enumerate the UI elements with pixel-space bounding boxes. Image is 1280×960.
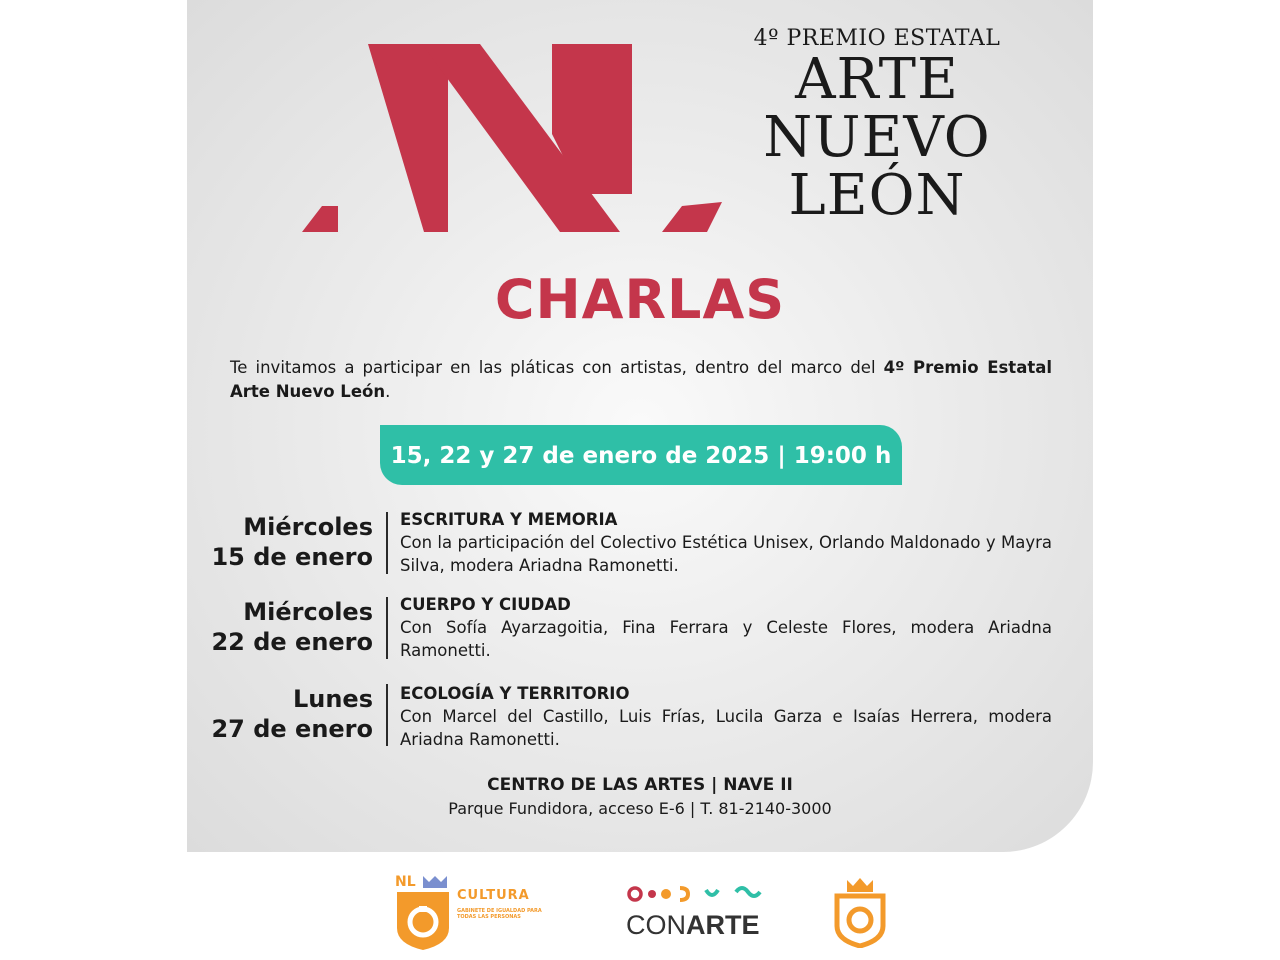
headline-line-1: ARTE: [795, 47, 959, 112]
nl-cultura-logo: [393, 872, 563, 952]
conarte-con: CON: [626, 910, 686, 940]
logo-left-stroke: [368, 44, 448, 232]
event-day: [207, 597, 373, 657]
event-day: [207, 512, 373, 572]
intro-text: Te invitamos a participar en las pláticas con artistas, dentro del marco del: [230, 358, 884, 377]
event-title: ESCRITURA Y MEMORIA: [400, 510, 618, 529]
premio-headline: [707, 26, 1047, 228]
conarte-logo: [626, 880, 766, 944]
event-divider: [386, 597, 388, 659]
intro-paragraph: [230, 356, 1052, 404]
venue-info: [187, 773, 1093, 821]
event-day: [207, 684, 373, 744]
conarte-wordmark: [626, 910, 760, 941]
venue-name: CENTRO DE LAS ARTES | NAVE II: [487, 775, 793, 795]
date-banner: 15, 22 y 27 de enero de 2025 | 19:00 h: [380, 425, 902, 485]
event-content: [400, 593, 1052, 662]
event-description: Con Sofía Ayarzagoitia, Fina Ferrara y Celeste Flores, modera Ariadna Ramonetti.: [400, 618, 1052, 660]
poster: [187, 0, 1093, 852]
event-divider: [386, 684, 388, 746]
event-content: [400, 682, 1052, 751]
logo-left-foot: [302, 206, 338, 232]
venue-address: Parque Fundidora, acceso E-6 | T. 81-2140-3000: [448, 799, 832, 818]
event-day-name: Lunes: [292, 685, 373, 713]
conarte-arte: ARTE: [686, 910, 760, 940]
event-description: Con la participación del Colectivo Estética Unisex, Orlando Maldonado y Mayra Silva, modera Ariadna Ramonetti.: [400, 533, 1052, 575]
conarte-symbols-icon: [626, 880, 766, 908]
page-title: CHARLAS: [494, 268, 786, 331]
event-item: [187, 684, 1093, 754]
event-title: CUERPO Y CIUDAD: [400, 595, 571, 614]
event-item: [187, 510, 1093, 580]
event-day-name: Miércoles: [243, 513, 373, 541]
intro-end: .: [385, 382, 391, 401]
nl-monogram-logo: [302, 34, 732, 234]
headline-line-3: LEÓN: [788, 163, 966, 228]
event-description: Con Marcel del Castillo, Luis Frías, Lucila Garza e Isaías Herrera, modera Ariadna Ramonetti.: [400, 707, 1052, 749]
event-day-name: Miércoles: [243, 598, 373, 626]
cultura-text: CULTURA: [457, 888, 530, 903]
event-day-date: 22 de enero: [211, 628, 373, 656]
event-item: [187, 595, 1093, 665]
intro-bold: 4º Premio Estatal Arte Nuevo León: [230, 358, 1053, 401]
headline-subtitle: 4º PREMIO ESTATAL: [753, 26, 1001, 51]
crown-shield-emblem-icon: [833, 876, 887, 948]
event-content: [400, 508, 1052, 577]
cultura-tagline: GABINETE DE IGUALDAD PARA TODAS LAS PERSONAS: [457, 908, 542, 920]
event-divider: [386, 512, 388, 574]
event-day-date: 27 de enero: [211, 715, 373, 743]
event-title: ECOLOGÍA Y TERRITORIO: [400, 684, 630, 703]
nl-text: NL: [395, 874, 416, 890]
event-day-date: 15 de enero: [211, 543, 373, 571]
headline-line-2: NUEVO: [763, 105, 991, 170]
